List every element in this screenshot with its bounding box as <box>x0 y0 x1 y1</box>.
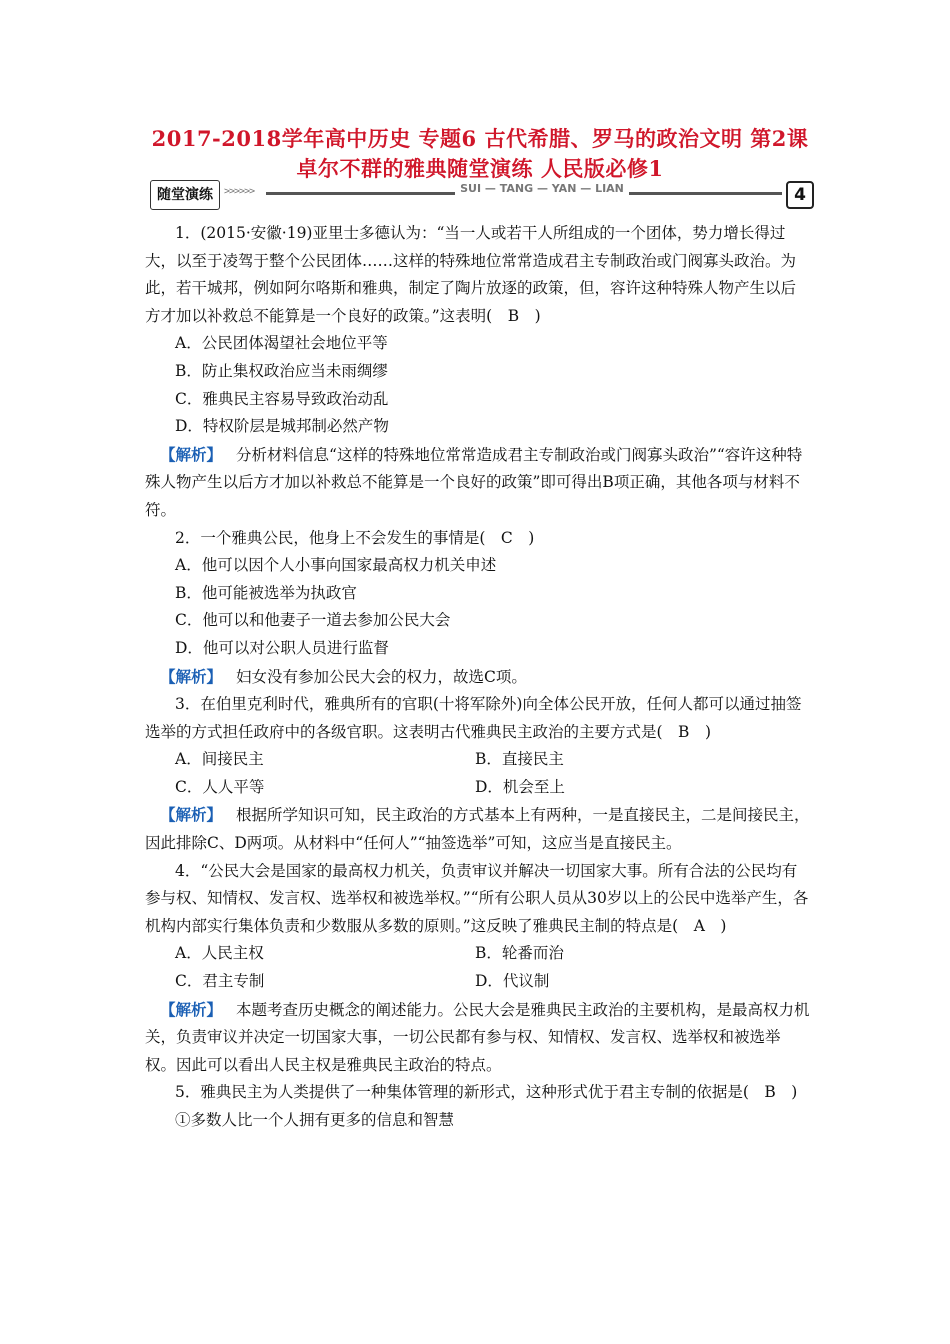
option: B．轮番而治 <box>475 944 564 963</box>
option: C．君主专制 <box>175 972 265 991</box>
explanation-text: 妇女没有参加公民大会的权力，故选C项。 <box>236 667 527 686</box>
option: A．人民主权 <box>175 944 264 963</box>
option: D．特权阶层是城邦制必然产物 <box>175 417 389 436</box>
option: A．他可以因个人小事向国家最高权力机关申述 <box>175 556 497 575</box>
option: B．直接民主 <box>475 750 564 769</box>
explain-label: 【解析】 <box>160 666 223 686</box>
option: A．间接民主 <box>175 750 264 769</box>
banner-pinyin: SUI — TANG — YAN — LIAN <box>350 182 734 195</box>
explanation-text: 根据所学知识可知，民主政治的方式基本上有两种，一是直接民主，二是间接民主，因此排除C、D两项。从材料中“任何人”“抽签选举”可知，这应当是直接民主。 <box>145 806 810 853</box>
explanation-4 <box>145 996 810 1080</box>
section-banner <box>150 180 814 208</box>
option: C．人人平等 <box>175 777 265 796</box>
arrows-decoration: >>>>>> <box>224 186 255 197</box>
question-4-stem: 4．“公民大会是国家的最高权力机关，负责审议并解决一切国家大事。所有合法的公民均有参与权、知情权、发言权、选举权和被选举权。”“所有公职人员从30岁以上的公民中选举产生，各机构内部实行集体负责和少数服从多数的原则。”这反映了雅典民主制的特点是( A ) <box>145 861 809 935</box>
question-5-stem: 5．雅典民主为人类提供了一种集体管理的新形式，这种形式优于君主专制的依据是( B ) <box>175 1083 798 1102</box>
option: D．他可以对公职人员进行监督 <box>175 638 389 657</box>
question-content <box>145 220 810 1135</box>
question-3-stem: 3．在伯里克利时代，雅典所有的官职(十将军除外)向全体公民开放，任何人都可以通过抽签选举的方式担任政府中的各级官职。这表明古代雅典民主政治的主要方式是( B ) <box>145 695 802 741</box>
statement-item: ①多数人比一个人拥有更多的信息和智慧 <box>175 1111 455 1129</box>
option: A．公民团体渴望社会地位平等 <box>175 334 388 353</box>
explanation-text: 分析材料信息“这样的特殊地位常常造成君主专制政治或门阀寡头政治”“容许这种特殊人物产生以后方才加以补救总不能算是一个良好的政策”即可得出B项正确，其他各项与材料不符。 <box>145 445 803 519</box>
option: C．他可以和他妻子一道去参加公民大会 <box>175 611 451 630</box>
option-row <box>145 746 810 774</box>
option: D．机会至上 <box>475 777 565 796</box>
section-number: 4 <box>786 181 814 209</box>
document-title: 2017-2018学年高中历史 专题6 古代希腊、罗马的政治文明 第2课 卓尔不群的雅典随堂演练 人民版必修1 <box>151 126 809 181</box>
option: C．雅典民主容易导致政治动乱 <box>175 389 389 408</box>
question-2-stem: 2．一个雅典公民，他身上不会发生的事情是( C ) <box>175 528 535 547</box>
explain-label: 【解析】 <box>160 999 223 1019</box>
explain-label: 【解析】 <box>160 805 223 825</box>
explanation-2 <box>145 663 810 692</box>
option-row <box>145 774 810 802</box>
question-1-stem: 1．(2015·安徽·19)亚里士多德认为：“当一人或若干人所组成的一个团体，势力增长得过大，以至于凌驾于整个公民团体……这样的特殊地位常常造成君主专制政治或门阀寡头政治。为此，若干城邦，例如阿尔咯斯和雅典，制定了陶片放逐的政策，但，容许这种特殊人物产生以后方才加以补救总不能算是一个良好的政策。”这表明( B ) <box>145 224 797 325</box>
option-row <box>145 940 810 968</box>
option: B．他可能被选举为执政官 <box>175 583 357 602</box>
explanation-3 <box>145 801 810 857</box>
option: D．代议制 <box>475 972 550 991</box>
explanation-1 <box>145 441 810 525</box>
explanation-text: 本题考查历史概念的阐述能力。公民大会是雅典民主政治的主要机构，是最高权力机关，负责审议并决定一切国家大事，一切公民都有参与权、知情权、发言权、选举权和被选举权。因此可以看出人民主权是雅典民主政治的特点。 <box>145 1000 810 1074</box>
option-row <box>145 968 810 996</box>
option: B．防止集权政治应当未雨绸缪 <box>175 361 388 380</box>
section-tag: 随堂演练 <box>150 180 220 210</box>
explain-label: 【解析】 <box>160 444 223 464</box>
